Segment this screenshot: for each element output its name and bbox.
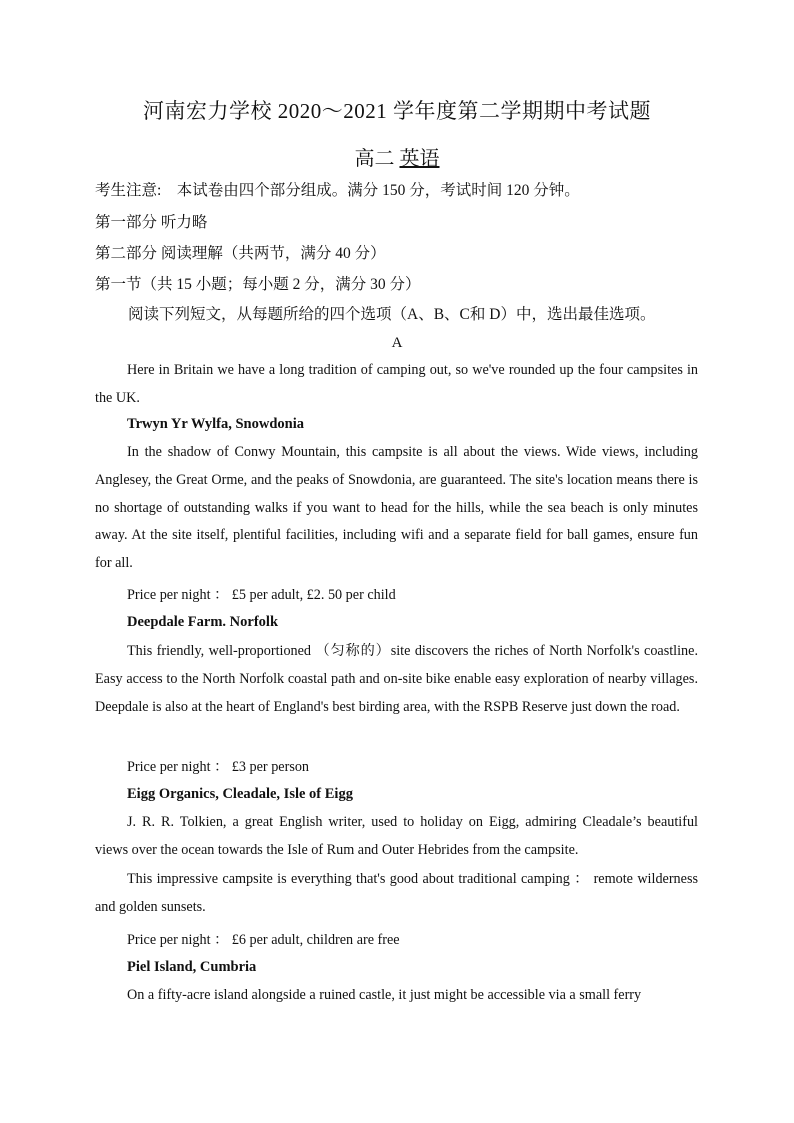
campsite-description: On a fifty-acre island alongside a ruined castle, it just might be accessible via a small ferry [127, 987, 642, 1003]
exam-notice: 考生注意: 本试卷由四个部分组成。满分 150 分，考试时间 120 分钟。 [95, 182, 580, 199]
exam-subtitle [0, 142, 794, 171]
passage-label: A [391, 335, 403, 351]
campsite-description-continued: This impressive campsite is everything that's good about traditional camping ： remote wilderness and golden sunsets. [95, 871, 698, 915]
exam-title: 河南宏力学校 2020～2021 学年度第二学期期中考试题 [143, 99, 651, 123]
campsite-heading: Deepdale Farm. Norfolk [127, 614, 279, 630]
campsite-description: This friendly, well-proportioned （匀称的）site discovers the riches of North Norfolk's coastline. Easy access to the North Norfolk coastal path and on-site bike enable easy exploration of nearby villages. Deepdale is also at the heart of England's best birding area, with the RSPB Reserve just down the road. [95, 643, 698, 715]
reading-instruction: 阅读下列短文，从每题所给的四个选项（A、B、C和 D）中，选出最佳选项。 [128, 306, 656, 323]
campsite-price: Price per night ： £3 per person [127, 759, 310, 775]
campsite-description: In the shadow of Conwy Mountain, this campsite is all about the views. Wide views, including Anglesey, the Great Orme, and the peaks of Snowdonia, are guaranteed. The site's location means there is no shortage of outstanding walks if you want to head for the hills, while the sea beach is only minutes away. At the site itself, plentiful facilities, including wifi and a separate field for ball games, ensure fun for all. [95, 444, 698, 572]
campsite-heading: Piel Island, Cumbria [127, 959, 257, 975]
campsite-description: J. R. R. Tolkien, a great English writer, used to holiday on Eigg, admiring Cleadale’s beautiful views over the ocean towards the Isle of Rum and Outer Hebrides from the campsite. [95, 814, 698, 858]
grade-label: 高二 [354, 148, 395, 170]
section-one-heading: 第一节（共 15 小题；每小题 2 分，满分 30 分） [95, 276, 421, 293]
subject-label: 英语 [399, 148, 440, 170]
campsite-price: Price per night ： £6 per adult, children are free [127, 932, 400, 948]
part-two-heading: 第二部分 阅读理解（共两节，满分 40 分） [95, 245, 386, 262]
passage-intro: Here in Britain we have a long tradition of camping out, so we've rounded up the four campsites in the UK. [95, 362, 698, 406]
campsite-heading: Trwyn Yr Wylfa, Snowdonia [127, 416, 304, 432]
campsite-price: Price per night ： £5 per adult, £2. 50 per child [127, 587, 396, 603]
part-one-heading: 第一部分 听力略 [95, 214, 208, 231]
campsite-heading: Eigg Organics, Cleadale, Isle of Eigg [127, 786, 353, 802]
